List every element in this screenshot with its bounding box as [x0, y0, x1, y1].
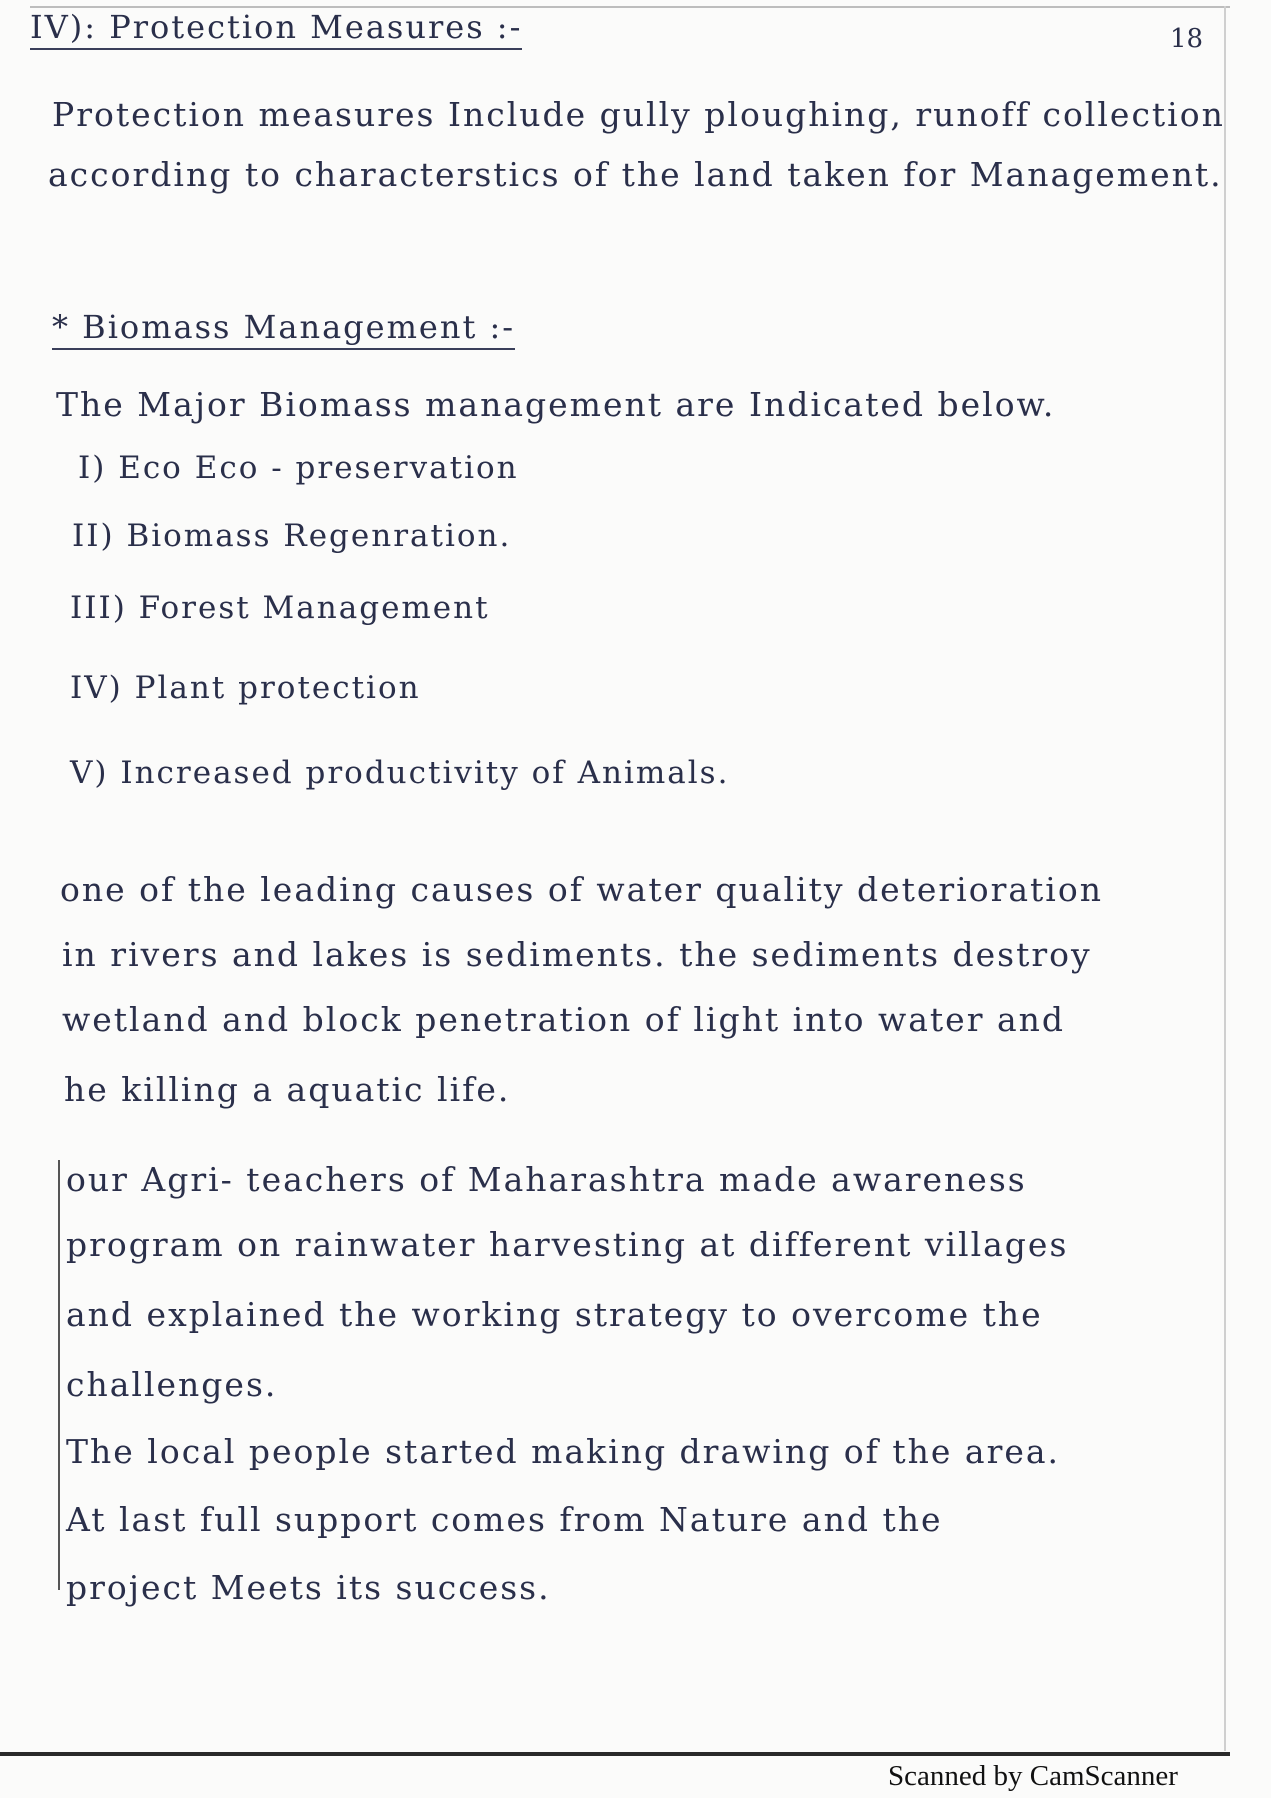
biomass-item-1: I) Eco Eco - preservation [78, 450, 519, 486]
protection-heading-text: IV): Protection Measures :- [30, 8, 522, 50]
sediments-line-4: he killing a aquatic life. [64, 1070, 511, 1109]
awareness-line-1: our Agri- teachers of Maharashtra made awareness [66, 1160, 1027, 1199]
awareness-line-7: project Meets its success. [66, 1568, 551, 1607]
awareness-line-2: program on rainwater harvesting at different villages [66, 1225, 1069, 1264]
awareness-line-5: The local people started making drawing of the area. [66, 1432, 1061, 1471]
sediments-line-1: one of the leading causes of water quality deterioration [60, 870, 1103, 909]
protection-heading [30, 8, 522, 46]
sediments-line-3: wetland and block penetration of light into water and [62, 1000, 1066, 1039]
biomass-heading-text: * Biomass Management :- [52, 308, 515, 350]
biomass-item-3: III) Forest Management [70, 590, 490, 626]
biomass-item-2: II) Biomass Regenration. [72, 518, 512, 554]
right-margin-line [1224, 6, 1226, 1751]
scanner-watermark: Scanned by CamScanner [888, 1760, 1178, 1792]
biomass-heading [52, 308, 515, 346]
biomass-item-5: V) Increased productivity of Animals. [70, 755, 730, 791]
protection-line-1: Protection measures Include gully ploughing, runoff collection [52, 95, 1225, 134]
awareness-line-6: At last full support comes from Nature and the [66, 1500, 943, 1539]
bottom-edge-band [0, 1752, 1230, 1756]
biomass-intro: The Major Biomass management are Indicated below. [56, 385, 1056, 424]
awareness-line-3: and explained the working strategy to overcome the [66, 1295, 1043, 1334]
page-number: 18 [1170, 24, 1204, 54]
protection-line-2: according to characterstics of the land taken for Management. [48, 155, 1223, 194]
awareness-line-4: challenges. [66, 1365, 278, 1404]
left-margin-line [58, 1160, 60, 1590]
sediments-line-2: in rivers and lakes is sediments. the sediments destroy [62, 935, 1092, 974]
biomass-item-4: IV) Plant protection [70, 670, 421, 706]
